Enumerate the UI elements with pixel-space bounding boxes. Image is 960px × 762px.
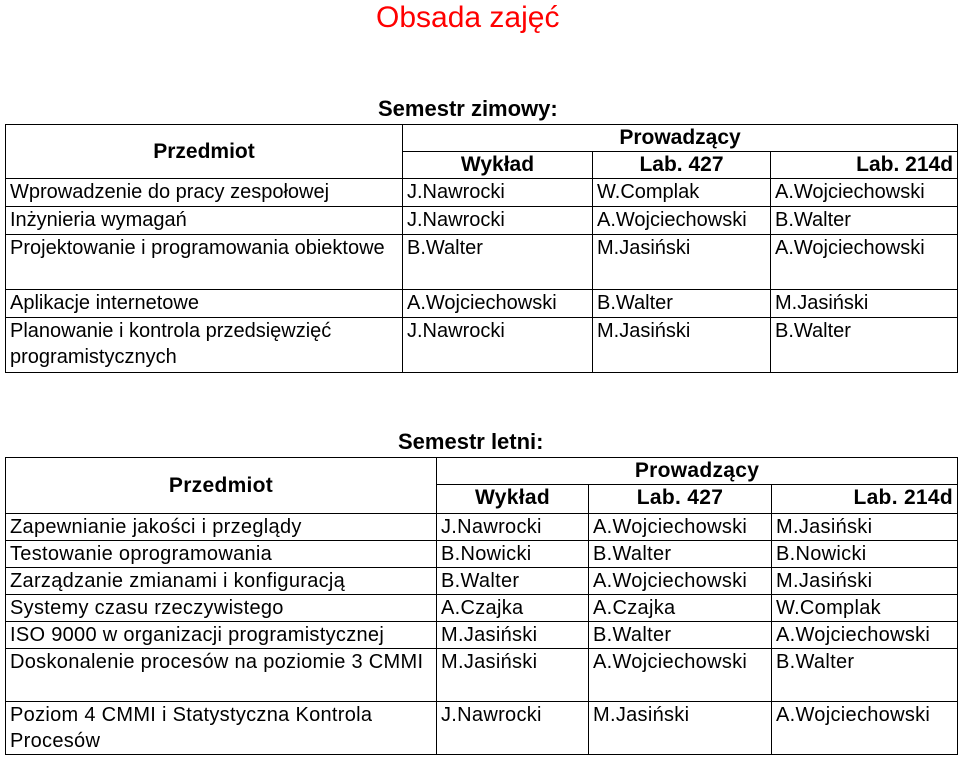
- lab214d-cell: A.Wojciechowski: [772, 702, 958, 755]
- table-row: [6, 207, 958, 235]
- lab427-cell: A.Wojciechowski: [589, 568, 772, 595]
- table-row: [6, 514, 958, 541]
- lab214d-cell: M.Jasiński: [771, 290, 958, 318]
- table-row: [6, 622, 958, 649]
- lab427-cell: B.Walter: [589, 541, 772, 568]
- lab214d-cell: W.Complak: [772, 595, 958, 622]
- lecture-cell: J.Nawrocki: [403, 207, 593, 235]
- subject-cell: Testowanie oprogramowania: [6, 541, 437, 568]
- lab427-column-header: Lab. 427: [593, 152, 771, 179]
- subject-cell: Zapewnianie jakości i przeglądy: [6, 514, 437, 541]
- subject-cell: Systemy czasu rzeczywistego: [6, 595, 437, 622]
- lab214d-cell: B.Walter: [771, 207, 958, 235]
- subject-cell: Zarządzanie zmianami i konfiguracją: [6, 568, 437, 595]
- subject-cell: Doskonalenie procesów na poziomie 3 CMMI: [6, 649, 437, 702]
- subject-cell: Poziom 4 CMMI i Statystyczna Kontrola Procesów: [6, 702, 437, 755]
- lab427-cell: A.Czajka: [589, 595, 772, 622]
- teachers-column-header: Prowadzący: [403, 125, 958, 152]
- table-row: [6, 179, 958, 207]
- lecture-cell: J.Nawrocki: [437, 514, 589, 541]
- lab427-cell: A.Wojciechowski: [589, 514, 772, 541]
- subject-column-header: Przedmiot: [6, 125, 403, 179]
- lecture-cell: M.Jasiński: [437, 649, 589, 702]
- table-row: [6, 568, 958, 595]
- table-row: [6, 318, 958, 373]
- subject-cell: Inżynieria wymagań: [6, 207, 403, 235]
- subject-cell: Aplikacje internetowe: [6, 290, 403, 318]
- table-row: [6, 702, 958, 755]
- subject-cell: Wprowadzenie do pracy zespołowej: [6, 179, 403, 207]
- lab427-cell: B.Walter: [589, 622, 772, 649]
- lecture-column-header: Wykład: [437, 485, 589, 514]
- lecture-cell: J.Nawrocki: [437, 702, 589, 755]
- subject-cell: Planowanie i kontrola przedsięwzięć programistycznych: [6, 318, 403, 373]
- lab214d-cell: B.Nowicki: [772, 541, 958, 568]
- lab214d-cell: A.Wojciechowski: [771, 235, 958, 290]
- table-row: [6, 595, 958, 622]
- lab214d-cell: A.Wojciechowski: [772, 622, 958, 649]
- winter-schedule-table: [5, 124, 958, 373]
- lecture-cell: J.Nawrocki: [403, 318, 593, 373]
- lab427-cell: W.Complak: [593, 179, 771, 207]
- subject-column-header: Przedmiot: [6, 458, 437, 514]
- lecture-cell: A.Wojciechowski: [403, 290, 593, 318]
- table-row: [6, 290, 958, 318]
- lab214d-column-header: Lab. 214d: [771, 152, 958, 179]
- lab214d-cell: M.Jasiński: [772, 514, 958, 541]
- lecture-cell: A.Czajka: [437, 595, 589, 622]
- lab427-cell: M.Jasiński: [589, 702, 772, 755]
- lab427-cell: A.Wojciechowski: [593, 207, 771, 235]
- lab427-cell: M.Jasiński: [593, 318, 771, 373]
- lab214d-cell: B.Walter: [772, 649, 958, 702]
- table-row: [6, 541, 958, 568]
- lecture-cell: J.Nawrocki: [403, 179, 593, 207]
- lecture-cell: B.Nowicki: [437, 541, 589, 568]
- lab427-cell: A.Wojciechowski: [589, 649, 772, 702]
- winter-semester-heading: Semestr zimowy:: [378, 96, 558, 121]
- lab427-column-header: Lab. 427: [589, 485, 772, 514]
- lab427-cell: M.Jasiński: [593, 235, 771, 290]
- subject-cell: Projektowanie i programowania obiektowe: [6, 235, 403, 290]
- page-title: Obsada zajęć: [376, 1, 560, 34]
- lab427-cell: B.Walter: [593, 290, 771, 318]
- lab214d-cell: M.Jasiński: [772, 568, 958, 595]
- lecture-cell: B.Walter: [403, 235, 593, 290]
- lecture-column-header: Wykład: [403, 152, 593, 179]
- lecture-cell: M.Jasiński: [437, 622, 589, 649]
- summer-schedule-table: [5, 457, 958, 755]
- lab214d-column-header: Lab. 214d: [772, 485, 958, 514]
- lab214d-cell: A.Wojciechowski: [771, 179, 958, 207]
- summer-semester-heading: Semestr letni:: [398, 429, 544, 454]
- table-row: [6, 649, 958, 702]
- lecture-cell: B.Walter: [437, 568, 589, 595]
- table-row: [6, 235, 958, 290]
- subject-cell: ISO 9000 w organizacji programistycznej: [6, 622, 437, 649]
- teachers-column-header: Prowadzący: [437, 458, 958, 485]
- lab214d-cell: B.Walter: [771, 318, 958, 373]
